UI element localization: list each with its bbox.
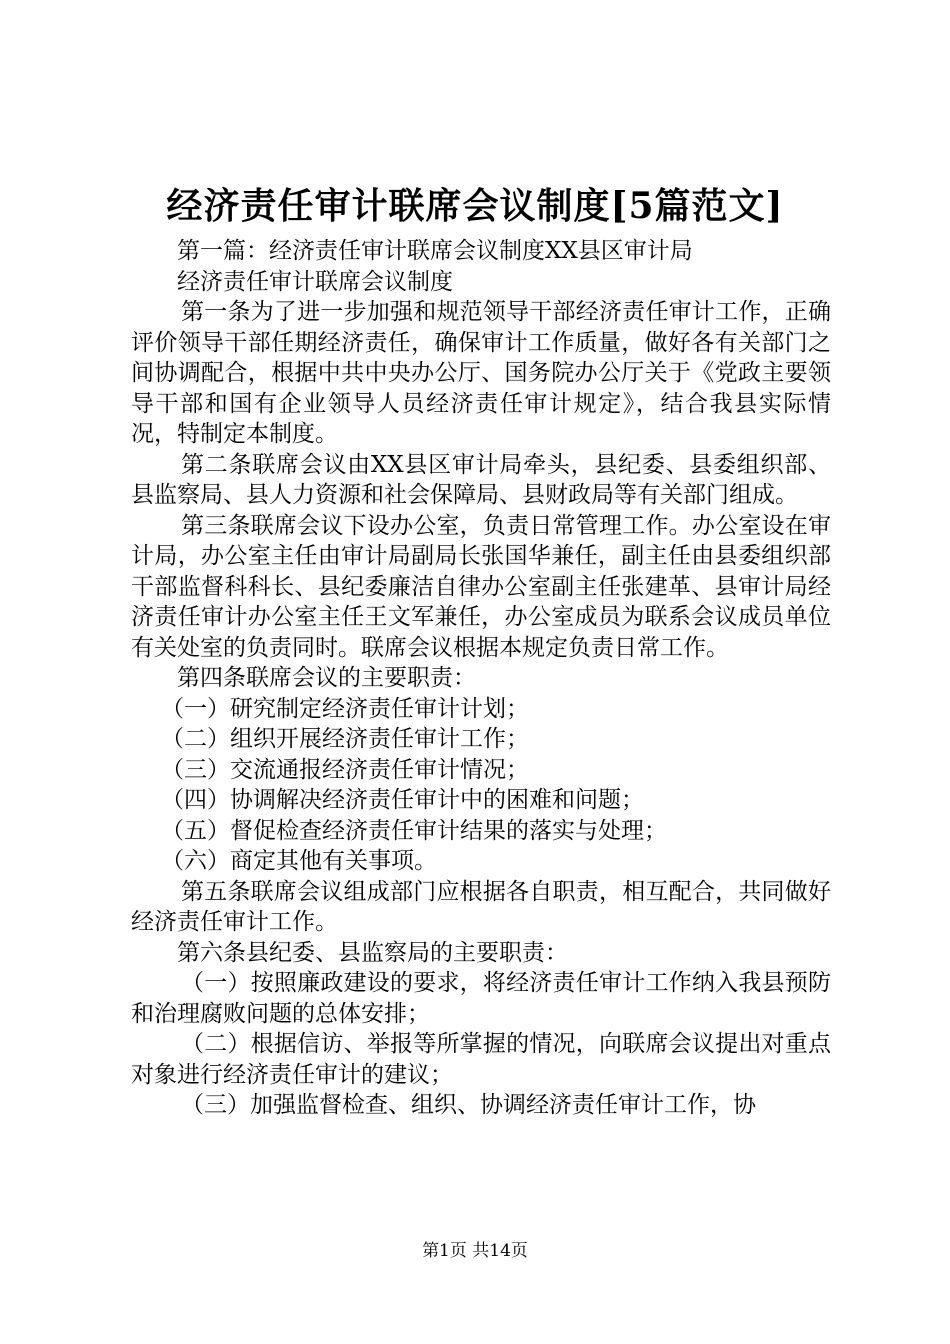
paragraph-article-3: 第三条联席会议下设办公室，负责日常管理工作。办公室设在审计局，办公室主任由审计局副局长张国华兼任，副主任由县委组织部干部监督科科长、县纪委廉洁自律办公室副主任张建革、县审计局经济责任审计办公室主任王文军兼任，办公室成员为联系会议成员单位有关处室的负责同时。联席会议根据本规定负责日常工作。 (131, 512, 831, 661)
list-item-6: （六）商定其他有关事项。 (161, 848, 437, 874)
paragraph-article-1: 第一条为了进一步加强和规范领导干部经济责任审计工作，正确评价领导干部任期经济责任，确保审计工作质量，做好各有关部门之间协调配合，根据中共中央办公厅、国务院办公厅关于《党政主要领导干部和国有企业领导人员经济责任审计规定》，结合我县实际情况，特制定本制度。 (131, 299, 831, 447)
paragraph-heading-1: 第一篇：经济责任审计联席会议制度XX县区审计局 (177, 238, 693, 264)
list-item-4: （四）协调解决经济责任审计中的困难和问题； (161, 787, 644, 813)
paragraph-article-5: 第五条联席会议组成部门应根据各自职责，相互配合，共同做好经济责任审计工作。 (131, 878, 831, 935)
paragraph-duty-3: （三）加强监督检查、组织、协调经济责任审计工作，协 (181, 1092, 756, 1118)
list-item-2: （二）组织开展经济责任审计工作； (161, 726, 529, 752)
paragraph-duty-2: （二）根据信访、举报等所掌握的情况，向联席会议提出对重点对象进行经济责任审计的建议； (131, 1031, 831, 1088)
paragraph-article-6: 第六条县纪委、县监察局的主要职责： (177, 939, 568, 966)
paragraph-subheading: 经济责任审计联席会议制度 (177, 268, 453, 295)
document-body (131, 236, 831, 1121)
list-item-1: （一）研究制定经济责任审计计划； (161, 695, 529, 722)
list-item-3: （三）交流通报经济责任审计情况； (161, 756, 529, 783)
paragraph-article-4: 第四条联席会议的主要职责： (177, 665, 476, 691)
page-footer: 第1页 共14页 (422, 1241, 528, 1261)
paragraph-article-2: 第二条联席会议由XX县区审计局牵头，县纪委、县委组织部、县监察局、县人力资源和社会保障局、县财政局等有关部门组成。 (131, 451, 831, 508)
document-title: 经济责任审计联席会议制度[5篇范文] (166, 185, 784, 227)
paragraph-duty-1: （一）按照廉政建设的要求，将经济责任审计工作纳入我县预防和治理腐败问题的总体安排； (131, 970, 831, 1027)
list-item-5: （五）督促检查经济责任审计结果的落实与处理； (161, 817, 667, 844)
